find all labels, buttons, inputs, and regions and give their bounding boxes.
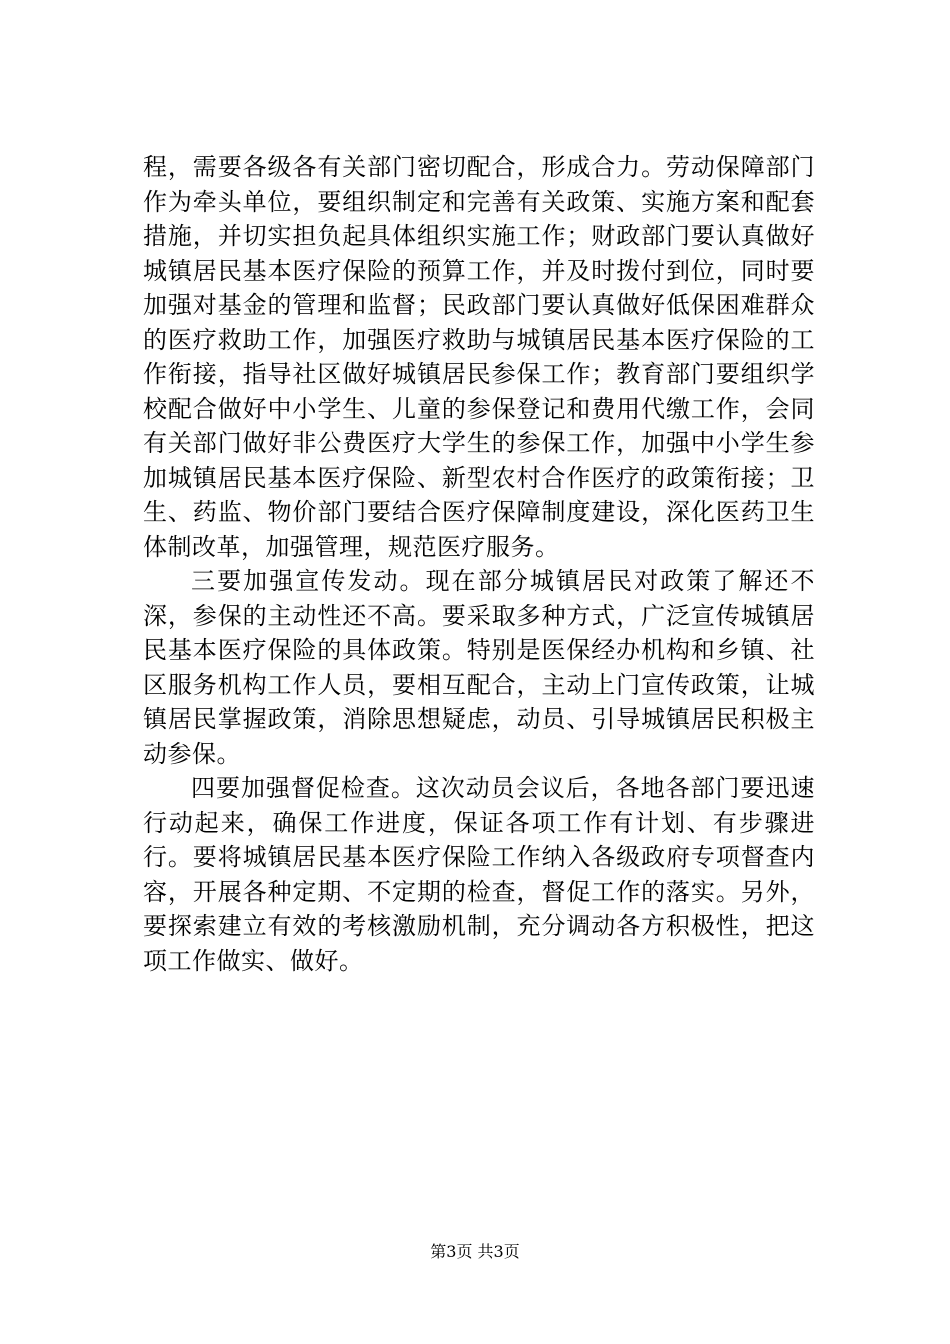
page-number-label: 第3页 共3页 xyxy=(430,1242,520,1261)
document-body xyxy=(143,150,815,978)
paragraph-2: 三要加强宣传发动。现在部分城镇居民对政策了解还不深，参保的主动性还不高。要采取多种方式，广泛宣传城镇居民基本医疗保险的具体政策。特别是医保经办机构和乡镇、社区服务机构工作人员，要相互配合，主动上门宣传政策，让城镇居民掌握政策，消除思想疑虑，动员、引导城镇居民积极主动参保。 xyxy=(143,567,815,768)
paragraph-1: 程，需要各级各有关部门密切配合，形成合力。劳动保障部门作为牵头单位，要组织制定和完善有关政策、实施方案和配套措施，并切实担负起具体组织实施工作；财政部门要认真做好城镇居民基本医疗保险的预算工作，并及时拨付到位，同时要加强对基金的管理和监督；民政部门要认真做好低保困难群众的医疗救助工作，加强医疗救助与城镇居民基本医疗保险的工作衔接，指导社区做好城镇居民参保工作；教育部门要组织学校配合做好中小学生、儿童的参保登记和费用代缴工作，会同有关部门做好非公费医疗大学生的参保工作，加强中小学生参加城镇居民基本医疗保险、新型农村合作医疗的政策衔接；卫生、药监、物价部门要结合医疗保障制度建设，深化医药卫生体制改革，加强管理，规范医疗服务。 xyxy=(143,153,815,561)
page-footer xyxy=(0,1240,950,1264)
paragraph-3: 四要加强督促检查。这次动员会议后，各地各部门要迅速行动起来，确保工作进度，保证各项工作有计划、有步骤进行。要将城镇居民基本医疗保险工作纳入各级政府专项督查内容，开展各种定期、不定期的检查，督促工作的落实。另外，要探索建立有效的考核激励机制，充分调动各方积极性，把这项工作做实、做好。 xyxy=(143,774,815,975)
